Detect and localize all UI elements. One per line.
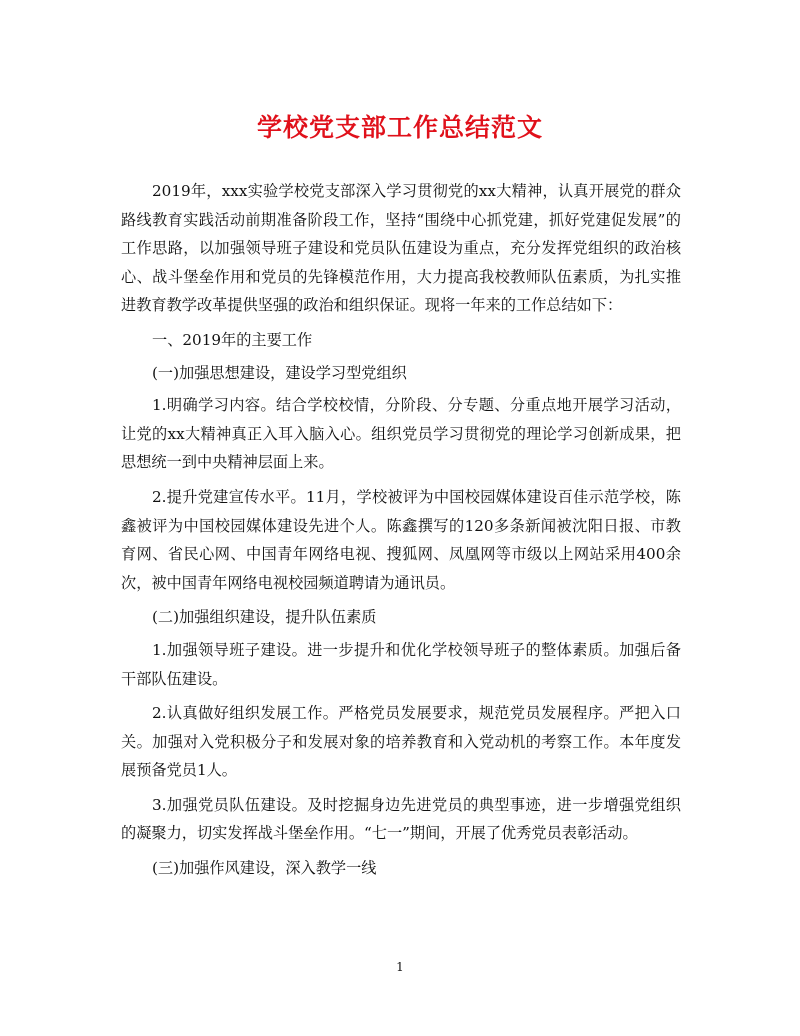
paragraph-member-team: 3.加强党员队伍建设。及时挖掘身边先进党员的典型事迹，进一步增强党组织的凝聚力，切实发挥战斗堡垒作用。“七一”期间，开展了优秀党员表彰活动。 [121, 795, 681, 843]
intro-paragraph: 2019年，xxx实验学校党支部深入学习贯彻党的xx大精神，认真开展党的群众路线教育实践活动前期准备阶段工作，坚持“围绕中心抓党建，抓好党建促发展”的工作思路，以加强领导班子建设和党员队伍建设为重点，充分发挥党组织的政治核心、战斗堡垒作用和党员的先锋模范作用，大力提高我校教师队伍素质，为扎实推进教育教学改革提供坚强的政治和组织保证。现将一年来的工作总结如下： [121, 182, 681, 315]
paragraph-leadership: 1.加强领导班子建设。进一步提升和优化学校领导班子的整体素质。加强后备干部队伍建设。 [121, 640, 681, 688]
section-heading-main-work: 一、2019年的主要工作 [152, 330, 313, 349]
subsection-heading-work-style: (三)加强作风建设，深入教学一线 [152, 859, 377, 878]
page-number: 1 [396, 960, 404, 974]
subsection-heading-organization: (二)加强组织建设，提升队伍素质 [152, 608, 377, 627]
document-body [121, 177, 681, 887]
paragraph-study-content: 1.明确学习内容。结合学校校情，分阶段、分专题、分重点地开展学习活动，让党的xx大精神真正入耳入脑入心。组织党员学习贯彻党的理论学习创新成果，把思想统一到中央精神层面上来。 [121, 396, 681, 472]
paragraph-publicity: 2.提升党建宣传水平。11月，学校被评为中国校园媒体建设百佳示范学校，陈鑫被评为中国校园媒体建设先进个人。陈鑫撰写的120多条新闻被沈阳日报、市教育网、省民心网、中国青年网络电视、搜狐网、凤凰网等市级以上网站采用400余次，被中国青年网络电视校园频道聘请为通讯员。 [121, 487, 681, 592]
document-title: 学校党支部工作总结范文 [256, 113, 543, 142]
subsection-heading-ideology: (一)加强思想建设，建设学习型党组织 [152, 363, 407, 382]
paragraph-development: 2.认真做好组织发展工作。严格党员发展要求，规范党员发展程序。严把入口关。加强对入党积极分子和发展对象的培养教育和入党动机的考察工作。本年度发展预备党员1人。 [121, 704, 681, 780]
